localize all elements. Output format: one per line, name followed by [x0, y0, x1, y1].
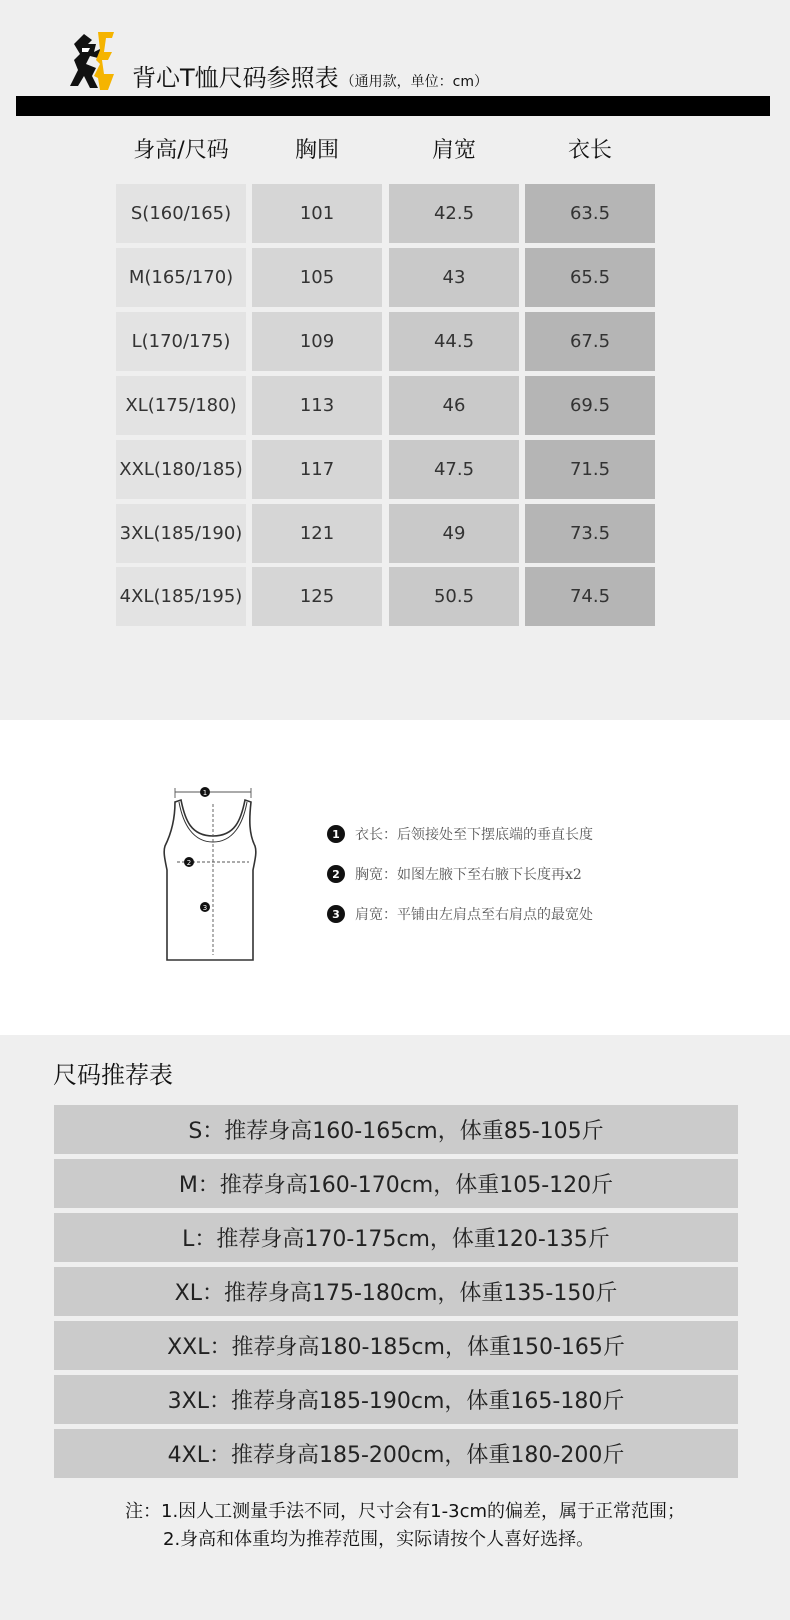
- size-cell: 63.5: [525, 184, 655, 243]
- size-cell: 46: [389, 376, 519, 435]
- recommend-row: 3XL：推荐身高185-190cm，体重165-180斤: [54, 1375, 738, 1424]
- legend-item-chest: [327, 864, 582, 884]
- size-cell: 67.5: [525, 312, 655, 371]
- legend-text: 肩宽：平铺由左肩点至右肩点的最宽处: [355, 907, 593, 923]
- header-height-size: 身高/尺码: [133, 138, 229, 163]
- size-cell: 65.5: [525, 248, 655, 307]
- size-cell: 50.5: [389, 567, 519, 626]
- legend-number-2: 2: [327, 865, 345, 883]
- legend-number-3: 3: [327, 905, 345, 923]
- size-cell: 121: [252, 504, 382, 563]
- recommend-row: XL：推荐身高175-180cm，体重135-150斤: [54, 1267, 738, 1316]
- note-line-2: 2.身高和体重均为推荐范围，实际请按个人喜好选择。: [163, 1529, 595, 1550]
- title-text: 背心T恤尺码参照表: [132, 64, 339, 92]
- size-cell: 43: [389, 248, 519, 307]
- size-cell: 105: [252, 248, 382, 307]
- svg-text:1: 1: [202, 789, 208, 797]
- size-cell: 109: [252, 312, 382, 371]
- size-cell: 4XL(185/195): [116, 567, 246, 626]
- size-cell: XXL(180/185): [116, 440, 246, 499]
- tank-top-diagram: [155, 780, 270, 965]
- svg-text:2: 2: [186, 859, 192, 867]
- title-subtitle: （通用款，单位：cm）: [340, 74, 489, 90]
- size-cell: 74.5: [525, 567, 655, 626]
- size-cell: 101: [252, 184, 382, 243]
- size-cell: 125: [252, 567, 382, 626]
- recommend-row: S：推荐身高160-165cm，体重85-105斤: [54, 1105, 738, 1154]
- size-cell: M(165/170): [116, 248, 246, 307]
- legend-item-length: [327, 824, 593, 844]
- size-cell: 3XL(185/190): [116, 504, 246, 563]
- size-cell: 42.5: [389, 184, 519, 243]
- header-bar: [16, 96, 770, 116]
- recommend-row: M：推荐身高160-170cm，体重105-120斤: [54, 1159, 738, 1208]
- brand-logo-icon: [68, 30, 124, 92]
- recommend-row: 4XL：推荐身高185-200cm，体重180-200斤: [54, 1429, 738, 1478]
- svg-text:3: 3: [202, 904, 208, 912]
- size-cell: 117: [252, 440, 382, 499]
- size-cell: 71.5: [525, 440, 655, 499]
- size-cell: L(170/175): [116, 312, 246, 371]
- header-length: 衣长: [567, 138, 612, 163]
- recommend-title: 尺码推荐表: [53, 1061, 173, 1089]
- diagram-marker-1: [200, 787, 210, 797]
- legend-text: 胸宽：如图左腋下至右腋下长度再x2: [355, 867, 582, 883]
- header-shoulder: 肩宽: [431, 138, 476, 163]
- legend-number-1: 1: [327, 825, 345, 843]
- page-title: [132, 58, 488, 93]
- tank-top-outline-icon: [164, 800, 256, 960]
- diagram-marker-3: [200, 902, 210, 912]
- recommend-row: XXL：推荐身高180-185cm，体重150-165斤: [54, 1321, 738, 1370]
- size-cell: S(160/165): [116, 184, 246, 243]
- size-cell: XL(175/180): [116, 376, 246, 435]
- recommend-row: L：推荐身高170-175cm，体重120-135斤: [54, 1213, 738, 1262]
- size-cell: 47.5: [389, 440, 519, 499]
- note-line-1: 注：1.因人工测量手法不同，尺寸会有1-3cm的偏差，属于正常范围；: [125, 1501, 686, 1522]
- size-cell: 113: [252, 376, 382, 435]
- legend-text: 衣长：后领接处至下摆底端的垂直长度: [355, 827, 593, 843]
- diagram-marker-2: [184, 857, 194, 867]
- size-cell: 69.5: [525, 376, 655, 435]
- size-cell: 73.5: [525, 504, 655, 563]
- legend-item-shoulder: [327, 904, 593, 924]
- size-cell: 44.5: [389, 312, 519, 371]
- header-chest: 胸围: [294, 138, 339, 163]
- size-cell: 49: [389, 504, 519, 563]
